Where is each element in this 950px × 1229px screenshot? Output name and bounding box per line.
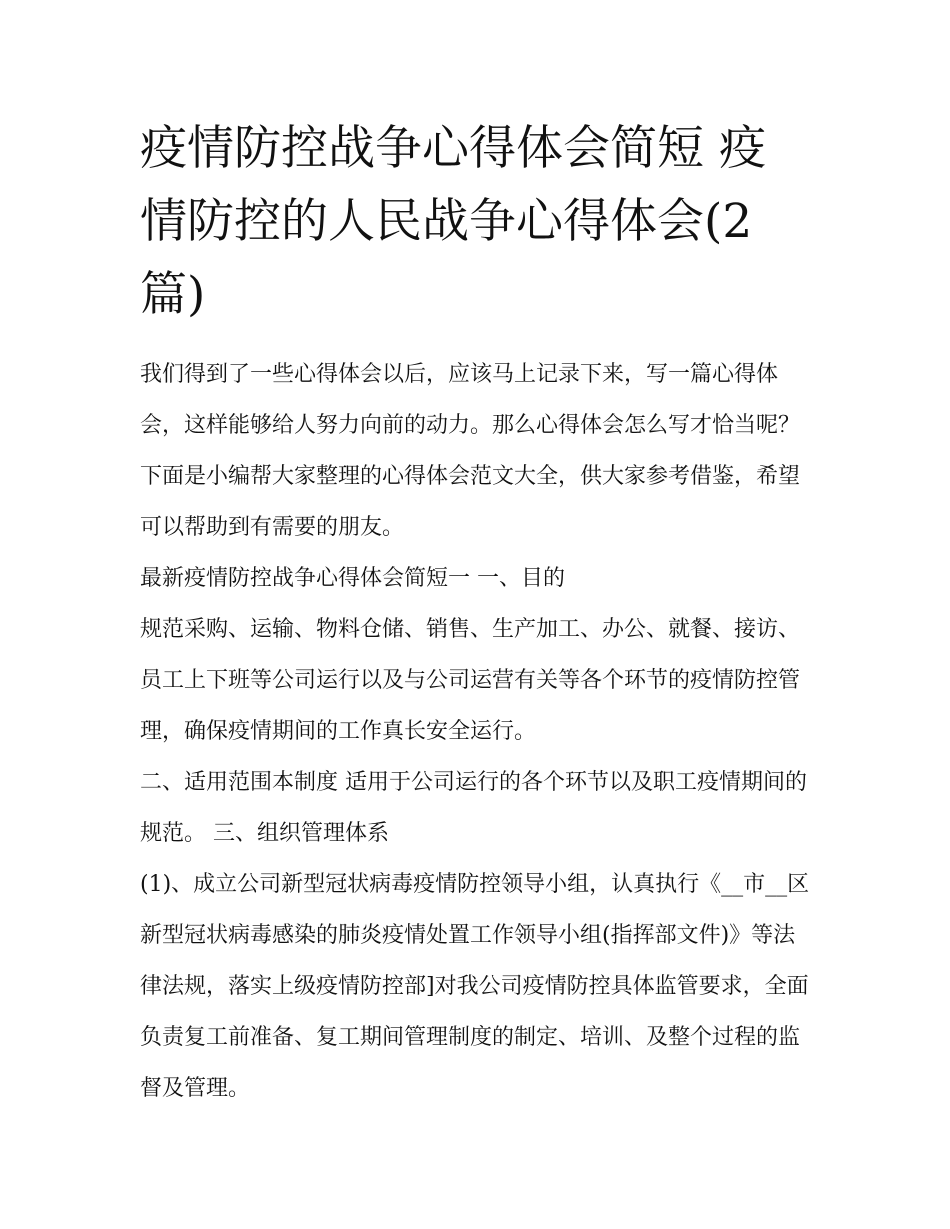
section-heading-purpose: 最新疫情防控战争心得体会简短一 一、目的 xyxy=(140,566,565,591)
document-title: 疫情防控战争心得体会简短 疫情防控的人民战争心得体会(2篇) xyxy=(140,121,766,322)
organization-paragraph: (1)、成立公司新型冠状病毒疫情防控领导小组，认真执行《__市__区新型冠状病毒感染的肺炎疫情处置工作领导小组(指挥部文件)》等法律法规，落实上级疫情防控部]对我公司疫情防控具体监管要求，全面负责复工前准备、复工期间管理制度的制定、培训、及整个过程的监督及管理。 xyxy=(140,872,810,1101)
purpose-paragraph: 规范采购、运输、物料仓储、销售、生产加工、办公、就餐、接访、员工上下班等公司运行以及与公司运营有关等各个环节的疫情防控管理，确保疫情期间的工作真长安全运行。 xyxy=(140,617,801,744)
intro-paragraph: 我们得到了一些心得体会以后，应该马上记录下来，写一篇心得体会，这样能够给人努力向前的动力。那么心得体会怎么写才恰当呢？下面是小编帮大家整理的心得体会范文大全，供大家参考借鉴，希望可以帮助到有需要的朋友。 xyxy=(140,362,801,540)
scope-paragraph: 二、适用范围本制度 适用于公司运行的各个环节以及职工疫情期间的规范。 三、组织管理体系 xyxy=(140,770,807,846)
document-body xyxy=(140,112,812,1114)
